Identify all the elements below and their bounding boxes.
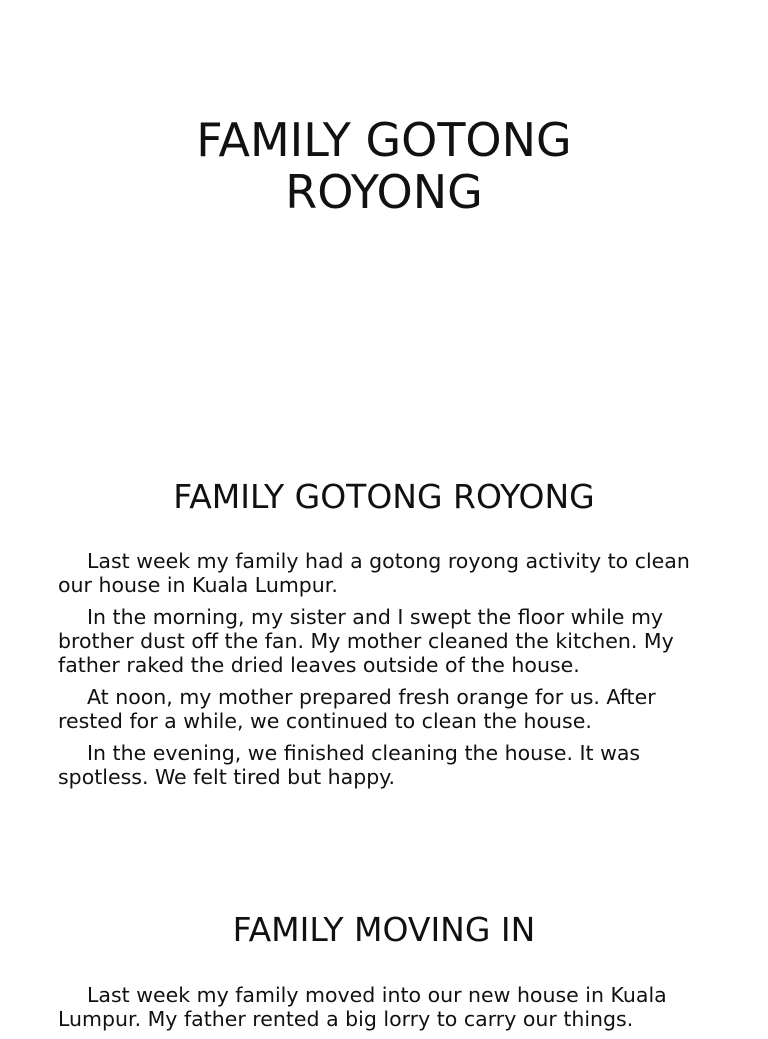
section-body-gotong-royong bbox=[58, 549, 722, 797]
paragraph: At noon, my mother prepared fresh orange for us. After rested for a while, we continued to clean the house. bbox=[58, 685, 656, 733]
paragraph: Last week my family moved into our new house in Kuala Lumpur. My father rented a big lorry to carry our things. bbox=[58, 983, 667, 1031]
paragraph: In the morning, my sister and I swept the floor while my brother dust off the fan. My mother cleaned the kitchen. My father raked the dried leaves outside of the house. bbox=[58, 605, 674, 677]
document-title-line-1: FAMILY GOTONG bbox=[196, 113, 572, 167]
section-heading-moving-in: FAMILY MOVING IN bbox=[232, 910, 536, 949]
section-heading-gotong-royong: FAMILY GOTONG ROYONG bbox=[173, 477, 595, 516]
document-title-line-2: ROYONG bbox=[285, 165, 483, 219]
section-body-moving-in bbox=[58, 983, 722, 1039]
paragraph: Last week my family had a gotong royong activity to clean our house in Kuala Lumpur. bbox=[58, 549, 690, 597]
document-title bbox=[0, 114, 768, 218]
paragraph: In the evening, we finished cleaning the house. It was spotless. We felt tired but happy. bbox=[58, 741, 641, 789]
